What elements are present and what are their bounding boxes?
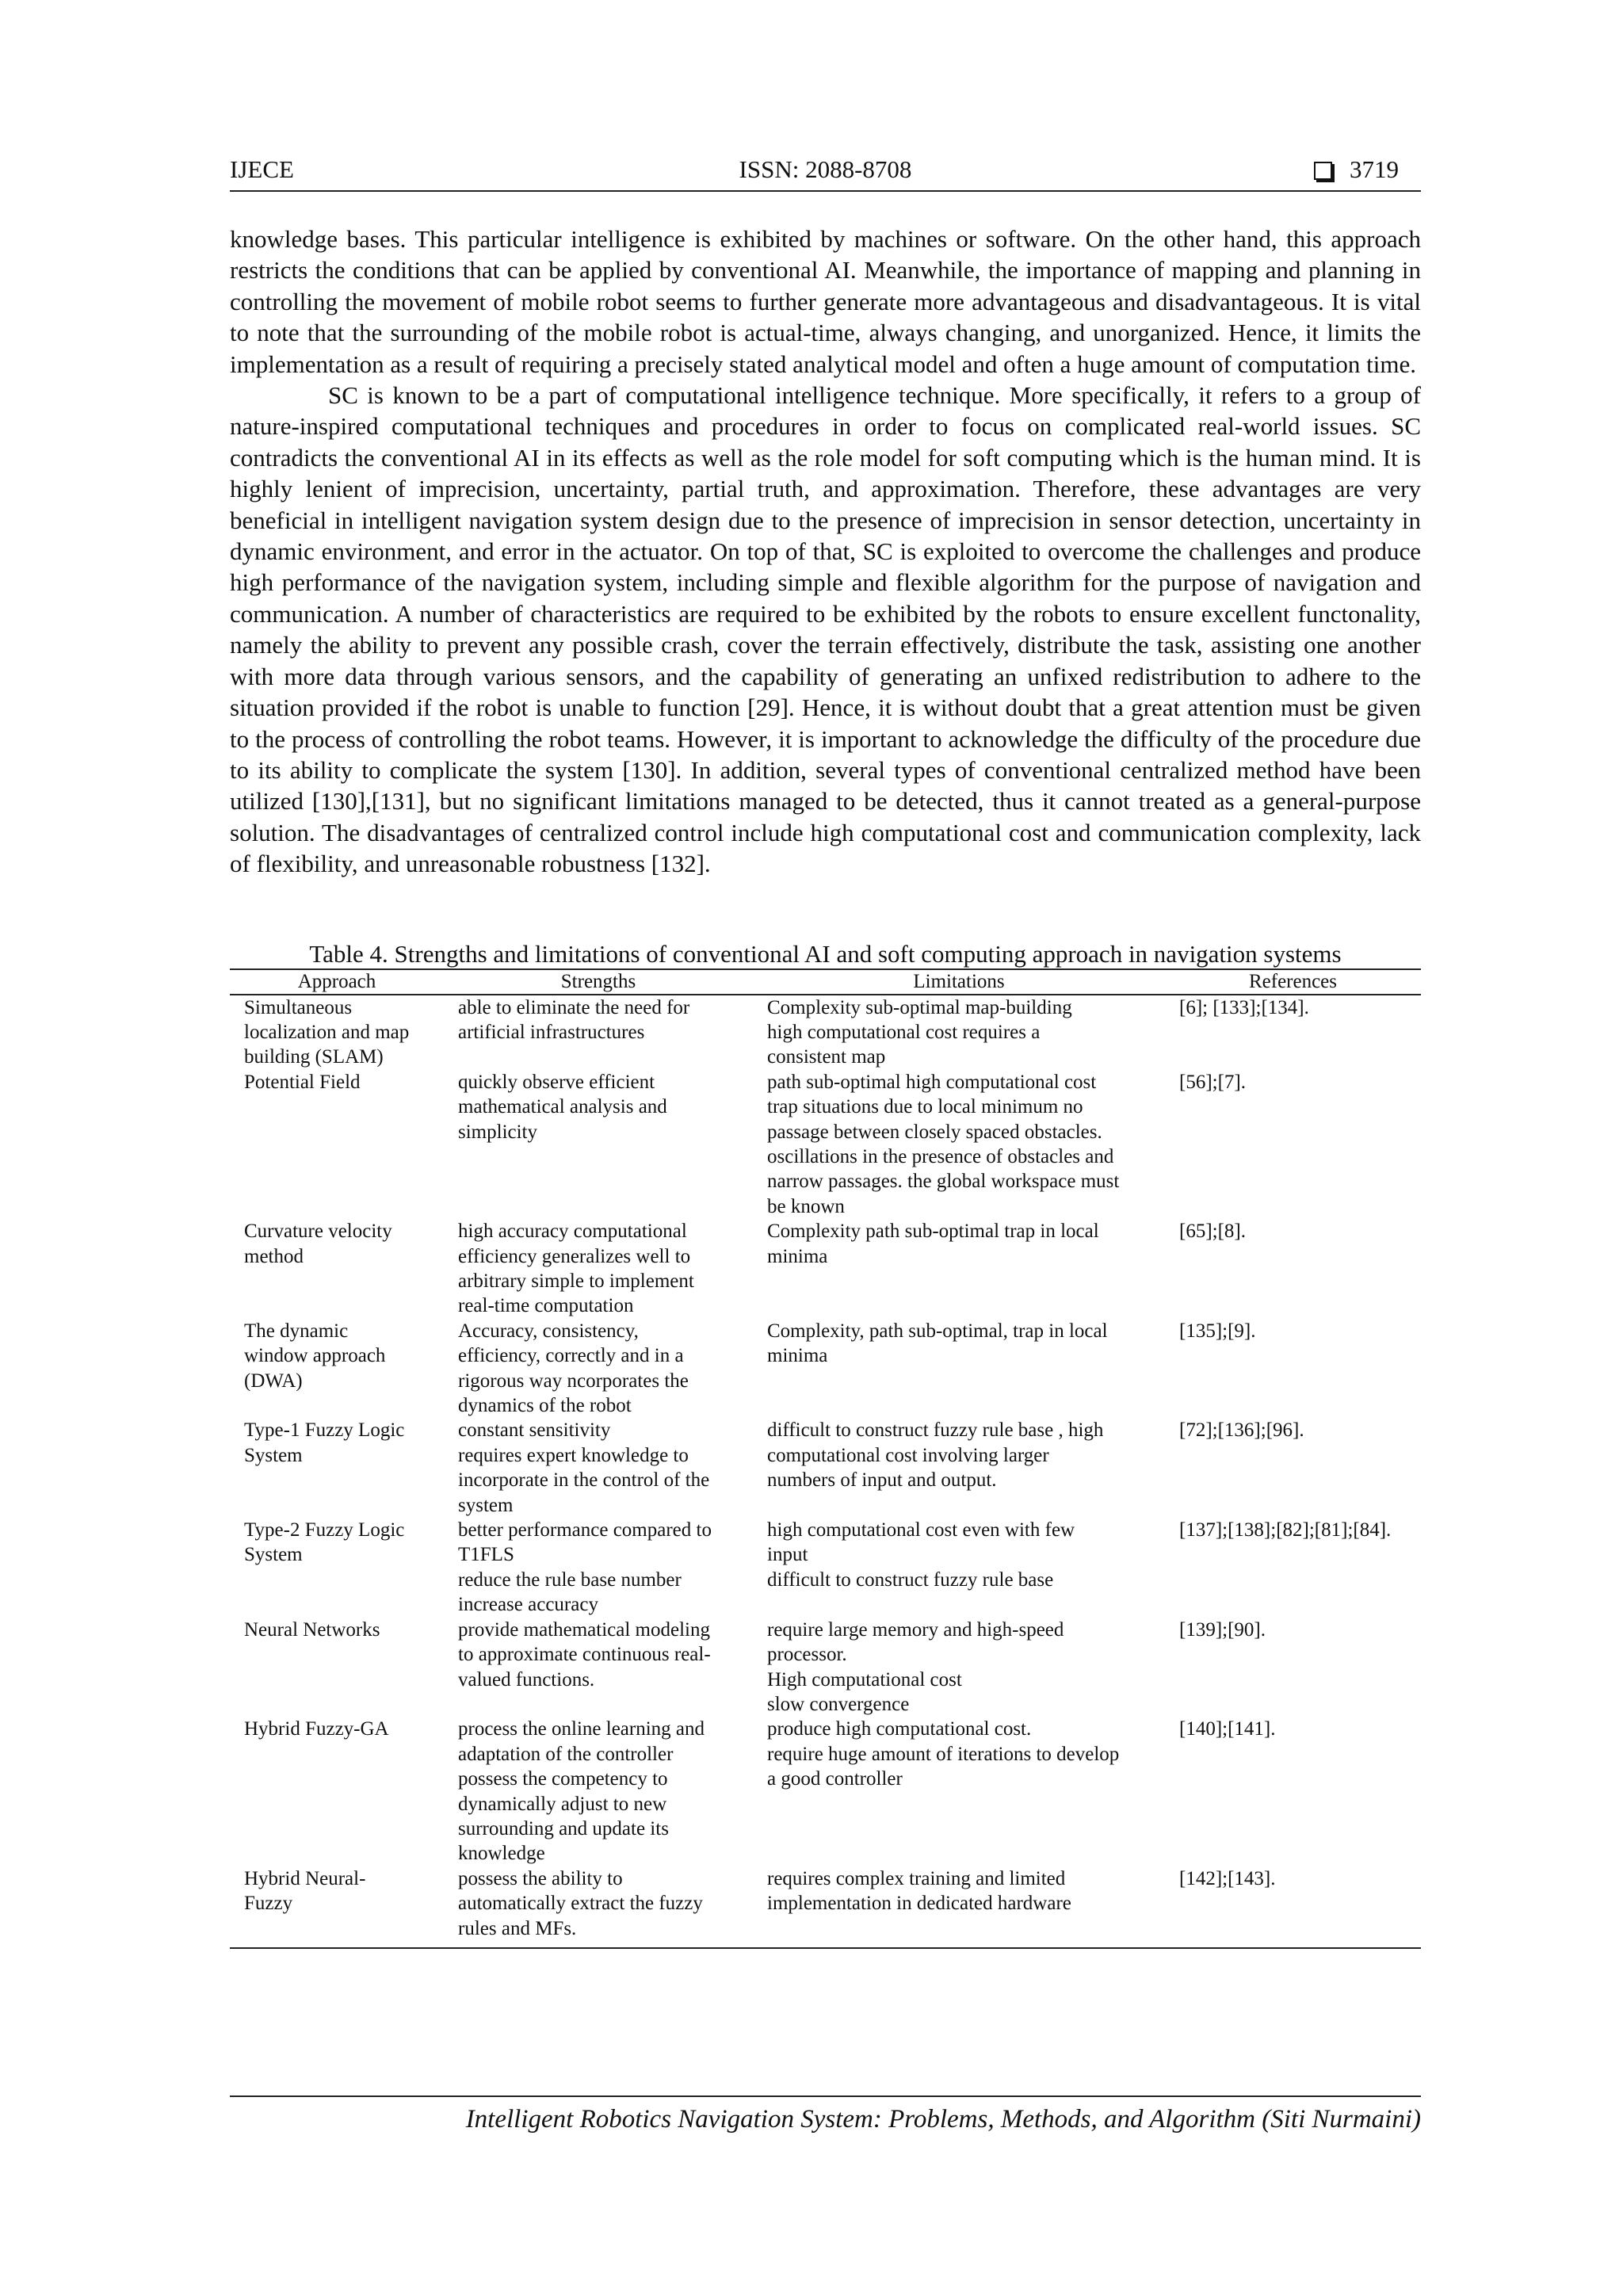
body-text: [230, 223, 1421, 880]
square-bullet-icon: [1314, 162, 1332, 180]
cell-references: [65];[8].: [1179, 1221, 1246, 1243]
cell-approach: Type-1 Fuzzy Logic System: [244, 1419, 405, 1466]
cell-limitations: require large memory and high-speed processor. High computational cost slow convergence: [767, 1618, 1064, 1715]
cell-strengths: possess the ability to automatically extract the fuzzy rules and MFs.: [444, 1866, 753, 1948]
header-approach: Approach: [230, 969, 444, 995]
cell-references: [142];[143].: [1165, 1866, 1421, 1948]
cell-approach: Type-2 Fuzzy Logic System: [244, 1519, 405, 1566]
table-row: [230, 1866, 1421, 1948]
table-row: [230, 1618, 1421, 1717]
cell-approach: Hybrid Fuzzy-GA: [244, 1718, 389, 1740]
cell-limitations: high computational cost even with few input difficult to construct fuzzy rule base: [767, 1519, 1075, 1591]
journal-name: IJECE: [230, 155, 294, 183]
table-row: [230, 995, 1421, 1070]
cell-strengths: high accuracy computational efficiency generalizes well to arbitrary simple to implement real-time computation: [458, 1221, 694, 1317]
table-header-row: [230, 969, 1421, 995]
table-row: [230, 1319, 1421, 1419]
table-row: [230, 1418, 1421, 1518]
cell-approach: Neural Networks: [244, 1618, 380, 1641]
table-row: [230, 1518, 1421, 1618]
cell-strengths: able to eliminate the need for artificial infrastructures: [458, 996, 690, 1043]
cell-approach: Simultaneous localization and map building (SLAM): [244, 996, 410, 1068]
page-number: 3719: [1350, 155, 1399, 183]
cell-strengths: provide mathematical modeling to approximate continuous real- valued functions.: [458, 1618, 711, 1690]
table-row: [230, 1717, 1421, 1866]
cell-approach: Curvature velocity method: [244, 1221, 392, 1267]
cell-limitations: difficult to construct fuzzy rule base , high computational cost involving larger numbers of input and output.: [767, 1419, 1104, 1492]
cell-limitations: requires complex training and limited implementation in dedicated hardware: [753, 1866, 1165, 1948]
cell-approach: Hybrid Neural- Fuzzy: [230, 1866, 444, 1948]
page-footer: Intelligent Robotics Navigation System: Problems, Methods, and Algorithm (Siti Nurmaini): [230, 2095, 1421, 2134]
paragraph-1: knowledge bases. This particular intelligence is exhibited by machines or software. On the other hand, this approach restricts the conditions that can be applied by conventional AI. Meanwhile, the importance of mapping and planning in controlling the movement of mobile robot seems to further generate more advantageous and disadvantageous. It is vital to note that the surrounding of the mobile robot is actual-time, always changing, and unorganized. Hence, it limits the implementation as a result of requiring a precisely stated analytical model and often a huge amount of computation time.: [230, 225, 1421, 378]
cell-strengths: constant sensitivity requires expert knowledge to incorporate in the control of the system: [458, 1419, 710, 1516]
cell-strengths: quickly observe efficient mathematical analysis and simplicity: [458, 1071, 667, 1143]
cell-references: [140];[141].: [1179, 1718, 1276, 1740]
header-strengths: Strengths: [444, 969, 753, 995]
cell-references: [56];[7].: [1179, 1071, 1246, 1093]
cell-references: [72];[136];[96].: [1179, 1419, 1304, 1442]
cell-limitations: Complexity path sub-optimal trap in local minima: [767, 1221, 1099, 1267]
header-limitations: Limitations: [753, 969, 1165, 995]
cell-references: [135];[9].: [1179, 1320, 1256, 1342]
cell-approach: Potential Field: [244, 1071, 361, 1093]
cell-limitations: produce high computational cost. require huge amount of iterations to develop a good controller: [767, 1718, 1120, 1790]
cell-references: [139];[90].: [1179, 1618, 1266, 1641]
cell-strengths: better performance compared to T1FLS reduce the rule base number increase accuracy: [458, 1519, 712, 1616]
cell-limitations: Complexity, path sub-optimal, trap in local minima: [767, 1320, 1108, 1367]
table-row: [230, 1219, 1421, 1319]
cell-strengths: Accuracy, consistency, efficiency, correctly and in a rigorous way ncorporates the dynamics of the robot: [458, 1320, 689, 1417]
page: [230, 152, 1421, 1949]
cell-limitations: Complexity sub-optimal map-building high computational cost requires a consistent map: [767, 996, 1072, 1068]
strengths-limitations-table: [230, 968, 1421, 1949]
cell-limitations: path sub-optimal high computational cost trap situations due to local minimum no passage between closely spaced obstacles. oscillations in the presence of obstacles and narrow passages. the global workspace must be known: [767, 1071, 1120, 1217]
cell-references: [6]; [133];[134].: [1179, 996, 1309, 1018]
cell-references: [137];[138];[82];[81];[84].: [1179, 1519, 1392, 1541]
issn: ISSN: 2088-8708: [739, 155, 912, 183]
table-caption: Table 4. Strengths and limitations of conventional AI and soft computing approach in navigation systems: [309, 939, 1342, 968]
table-row: [230, 1070, 1421, 1219]
page-number-block: [1314, 155, 1399, 184]
page-header: [230, 152, 1421, 192]
header-references: References: [1165, 969, 1421, 995]
paragraph-2: SC is known to be a part of computational intelligence technique. More specifically, it refers to a group of nature-inspired computational techniques and procedures in order to focus on complicated real-world issues. SC contradicts the conventional AI in its effects as well as the role model for soft computing which is the human mind. It is highly lenient of imprecision, uncertainty, partial truth, and approximation. Therefore, these advantages are very beneficial in intelligent navigation system design due to the presence of imprecision in sensor detection, uncertainty in dynamic environment, and error in the actuator. On top of that, SC is exploited to overcome the challenges and produce high performance of the navigation system, including simple and flexible algorithm for the purpose of navigation and communication. A number of characteristics are required to be exhibited by the robots to ensure excellent functonality, namely the ability to prevent any possible crash, cover the terrain effectively, distribute the task, assisting one another with more data through various sensors, and the capability of generating an unfixed redistribution to adhere to the situation provided if the robot is unable to function [29]. Hence, it is without doubt that a great attention must be given to the process of controlling the robot teams. However, it is important to acknowledge the difficulty of the procedure due to its ability to complicate the system [130]. In addition, several types of conventional centralized method have been utilized [130],[131], but no significant limitations managed to be detected, thus it cannot treated as a general-purpose solution. The disadvantages of centralized control include high computational cost and communication complexity, lack of flexibility, and unreasonable robustness [132].: [230, 381, 1421, 878]
cell-strengths: process the online learning and adaptation of the controller possess the competency to dynamically adjust to new surrounding and update its knowledge: [458, 1718, 705, 1865]
cell-approach: The dynamic window approach (DWA): [244, 1320, 386, 1392]
